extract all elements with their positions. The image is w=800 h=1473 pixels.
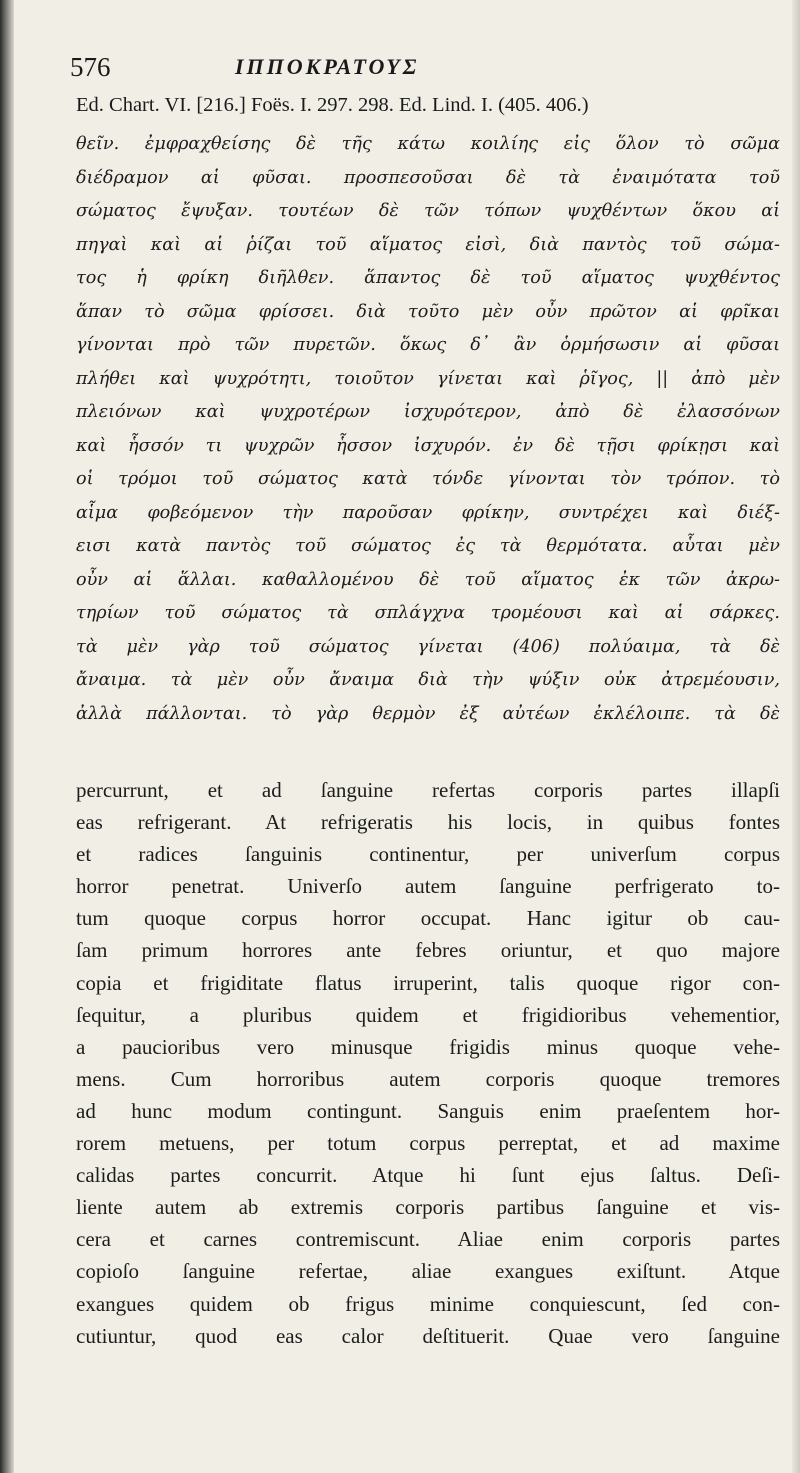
edition-reference: Ed. Chart. VI. [216.] Foës. I. 297. 298. Ed. Lind. I. (405. 406.) — [76, 94, 589, 116]
latin-line: calidas partes concurrit. Atque hi ſunt ejus ſaltus. Deſi- — [76, 1163, 780, 1188]
greek-line: τηρίων τοῦ σώματος τὰ σπλάγχνα τρομέουσι καὶ αἱ σάρκες. — [76, 603, 780, 623]
latin-line: tum quoque corpus horror occupat. Hanc igitur ob cau- — [76, 906, 780, 931]
latin-line: cera et carnes contremiscunt. Aliae enim corporis partes — [76, 1227, 780, 1252]
latin-line: ſam primum horrores ante febres oriuntur, et quo majore — [76, 938, 780, 963]
latin-line: ad hunc modum contingunt. Sanguis enim praeſentem hor- — [76, 1098, 780, 1123]
greek-line: οὖν αἱ ἅλλαι. καθαλλομένου δὲ τοῦ αἵματος ἐκ τῶν ἀκρω- — [76, 569, 780, 590]
page-header — [70, 52, 770, 92]
page-number: 576 — [70, 52, 111, 82]
greek-line: θεῖν. ἐμφραχθείσης δὲ τῆς κάτω κοιλίης εἰς ὅλον τὸ σῶμα — [76, 134, 780, 154]
greek-line: πλειόνων καὶ ψυχροτέρων ἰσχυρότερον, ἀπὸ δὲ ἐλασσόνων — [76, 402, 780, 422]
greek-line: πλήθει καὶ ψυχρότητι, τοιοῦτον γίνεται καὶ ῥῖγος, || ἀπὸ μὲν — [76, 368, 780, 389]
latin-line: copia et frigiditate flatus irruperint, talis quoque rigor con- — [76, 970, 780, 995]
greek-line: πηγαὶ καὶ αἱ ῥίζαι τοῦ αἵματος εἰσὶ, διὰ παντὸς τοῦ σώμα- — [76, 234, 780, 255]
greek-line: καὶ ἧσσόν τι ψυχρῶν ἧσσον ἰσχυρόν. ἐν δὲ τῇσι φρίκῃσι καὶ — [76, 435, 780, 456]
greek-line: σώματος ἔψυξαν. τουτέων δὲ τῶν τόπων ψυχθέντων ὅκου αἱ — [76, 201, 780, 221]
latin-line: percurrunt, et ad ſanguine refertas corporis partes illapſi — [76, 778, 780, 802]
greek-line: οἱ τρόμοι τοῦ σώματος κατὰ τόνδε γίνονται τὸν τρόπον. τὸ — [76, 469, 780, 489]
greek-line: ἅπαν τὸ σῶμα φρίσσει. διὰ τοῦτο μὲν οὖν πρῶτον αἱ φρῖκαι — [76, 301, 780, 322]
latin-line: a paucioribus vero minusque frigidis minus quoque vehe- — [76, 1034, 780, 1059]
latin-line: rorem metuens, per totum corpus perreptat, et ad maxime — [76, 1131, 780, 1156]
greek-line: τος ἡ φρίκη διῆλθεν. ἅπαντος δὲ τοῦ αἵματος ψυχθέντος — [76, 268, 780, 288]
greek-line: τὰ μὲν γὰρ τοῦ σώματος γίνεται (406) πολύαιμα, τὰ δὲ — [76, 636, 780, 657]
latin-line: copioſo ſanguine refertae, aliae exangues exiſtunt. Atque — [76, 1259, 780, 1284]
latin-line: mens. Cum horroribus autem corporis quoque tremores — [76, 1066, 780, 1091]
greek-line: εισι κατὰ παντὸς τοῦ σώματος ἐς τὰ θερμότατα. αὗται μὲν — [76, 536, 780, 556]
latin-line: cutiuntur, quod eas calor deſtituerit. Quae vero ſanguine — [76, 1323, 780, 1348]
greek-line: ἄναιμα. τὰ μὲν οὖν ἄναιμα διὰ τὴν ψύξιν οὐκ ἀτρεμέουσιν, — [76, 670, 780, 690]
latin-line: et radices ſanguinis continentur, per univerſum corpus — [76, 842, 780, 867]
greek-line: διέδραμον αἱ φῦσαι. προσπεσοῦσαι δὲ τὰ ἐναιμότατα τοῦ — [76, 167, 780, 188]
greek-text-block — [76, 128, 780, 731]
latin-line: exangues quidem ob frigus minime conquiescunt, ſed con- — [76, 1291, 780, 1316]
latin-line: eas refrigerant. At refrigeratis his locis, in quibus fontes — [76, 810, 780, 835]
greek-line: αἷμα φοβεόμενον τὴν παροῦσαν φρίκην, συντρέχει καὶ διέξ- — [76, 502, 780, 523]
latin-text-block — [76, 774, 780, 1352]
running-head: ΙΠΠΟΚΡΑΤΟΥΣ — [235, 54, 420, 79]
latin-line: horror penetrat. Univerſo autem ſanguine perfrigerato to- — [76, 874, 780, 899]
greek-line: ἀλλὰ πάλλονται. τὸ γὰρ θερμὸν ἐξ αὐτέων ἐκλέλοιπε. τὰ δὲ — [76, 703, 780, 724]
page-edge — [792, 0, 800, 1473]
latin-line: ſequitur, a pluribus quidem et frigidioribus vehementior, — [76, 1002, 780, 1027]
greek-line: γίνονται πρὸ τῶν πυρετῶν. ὅκως δ᾽ ἂν ὁρμήσωσιν αἱ φῦσαι — [76, 335, 780, 355]
latin-line: liente autem ab extremis corporis partibus ſanguine et vis- — [76, 1195, 780, 1220]
binding-gutter — [0, 0, 14, 1473]
